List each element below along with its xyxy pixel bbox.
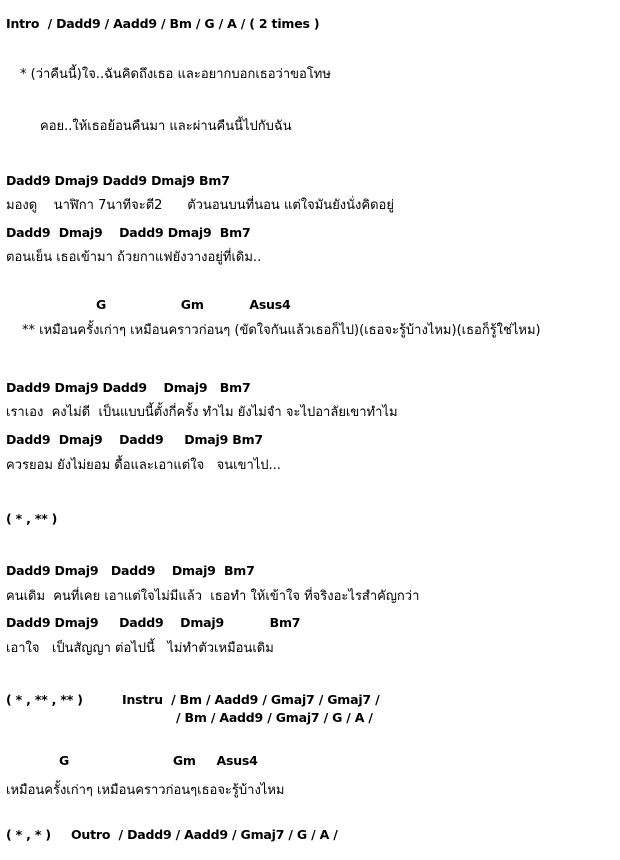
verse-star-line-2: คอย..ให้เธอย้อนคืนมา และผ่านคืนนี้ไปกับฉัน (40, 119, 292, 134)
ending-lyric: เหมือนครั้งเก่าๆ เหมือนคราวก่อนๆเธอจะรู้บ้างไหม (6, 783, 285, 798)
verse2-chords-1: Dadd9 Dmaj9 Dadd9 Dmaj9 Bm7 (6, 380, 251, 395)
verse1-lyric-2: ตอนเย็น เธอเข้ามา ถ้วยกาแฟยังวางอยู่ที่เดิม.. (6, 250, 262, 265)
repeat-marker-2: ( * , ** , ** ) (6, 692, 83, 707)
instrumental-line-1: Instru / Bm / Aadd9 / Gmaj7 / Gmaj7 / (122, 692, 380, 707)
outro-line: Outro / Dadd9 / Aadd9 / Gmaj7 / G / A / (71, 827, 338, 842)
verse1-chords-1: Dadd9 Dmaj9 Dadd9 Dmaj9 Bm7 (6, 173, 230, 188)
verse2-lyric-1: เราเอง คงไม่ดี เป็นแบบนี้ตั้งกี่ครั้ง ทำไม ยังไม่จำ จะไปอาลัยเขาทำไม (6, 405, 398, 420)
repeat-marker-3: ( * , * ) (6, 827, 51, 842)
verse2-lyric-2: ควรยอม ยังไม่ยอม ดื้อและเอาแต่ใจ จนเขาไป... (6, 458, 281, 473)
verse1-lyric-1: มองดู นาฬิกา 7นาทีจะตี2 ตัวนอนบนที่นอน แต่ใจมันยังนั่งคิดอยู่ (6, 198, 394, 213)
verse2-chords-2: Dadd9 Dmaj9 Dadd9 Dmaj9 Bm7 (6, 432, 263, 447)
verse-star-line-1: * (ว่าคืนนี้)ใจ..ฉันคิดถึงเธอ และอยากบอกเธอว่าขอโทษ (20, 67, 331, 82)
repeat-marker-1: ( * , ** ) (6, 511, 58, 526)
verse1-chords-2: Dadd9 Dmaj9 Dadd9 Dmaj9 Bm7 (6, 225, 251, 240)
instrumental-line-2: / Bm / Aadd9 / Gmaj7 / G / A / (176, 710, 373, 725)
verse3-chords-2: Dadd9 Dmaj9 Dadd9 Dmaj9 Bm7 (6, 615, 301, 630)
verse3-lyric-2: เอาใจ เป็นสัญญา ต่อไปนี้ ไม่ทำตัวเหมือนเดิม (6, 641, 274, 656)
chorus-lyric: ** เหมือนครั้งเก่าๆ เหมือนคราวก่อนๆ (ขัดใจกันแล้วเธอก็ไป)(เธอจะรู้บ้างไหม)(เธอก็รู้ใช่ไหม) (22, 323, 541, 338)
ending-chords: G Gm Asus4 (59, 753, 258, 768)
verse3-chords-1: Dadd9 Dmaj9 Dadd9 Dmaj9 Bm7 (6, 563, 255, 578)
intro-line: Intro / Dadd9 / Aadd9 / Bm / G / A / ( 2 times ) (6, 16, 320, 31)
verse3-lyric-1: คนเดิม คนที่เคย เอาแต่ใจไม่มีแล้ว เธอทำ ให้เข้าใจ ที่จริงอะไรสำคัญกว่า (6, 589, 420, 604)
chorus-chords: G Gm Asus4 (96, 297, 291, 312)
